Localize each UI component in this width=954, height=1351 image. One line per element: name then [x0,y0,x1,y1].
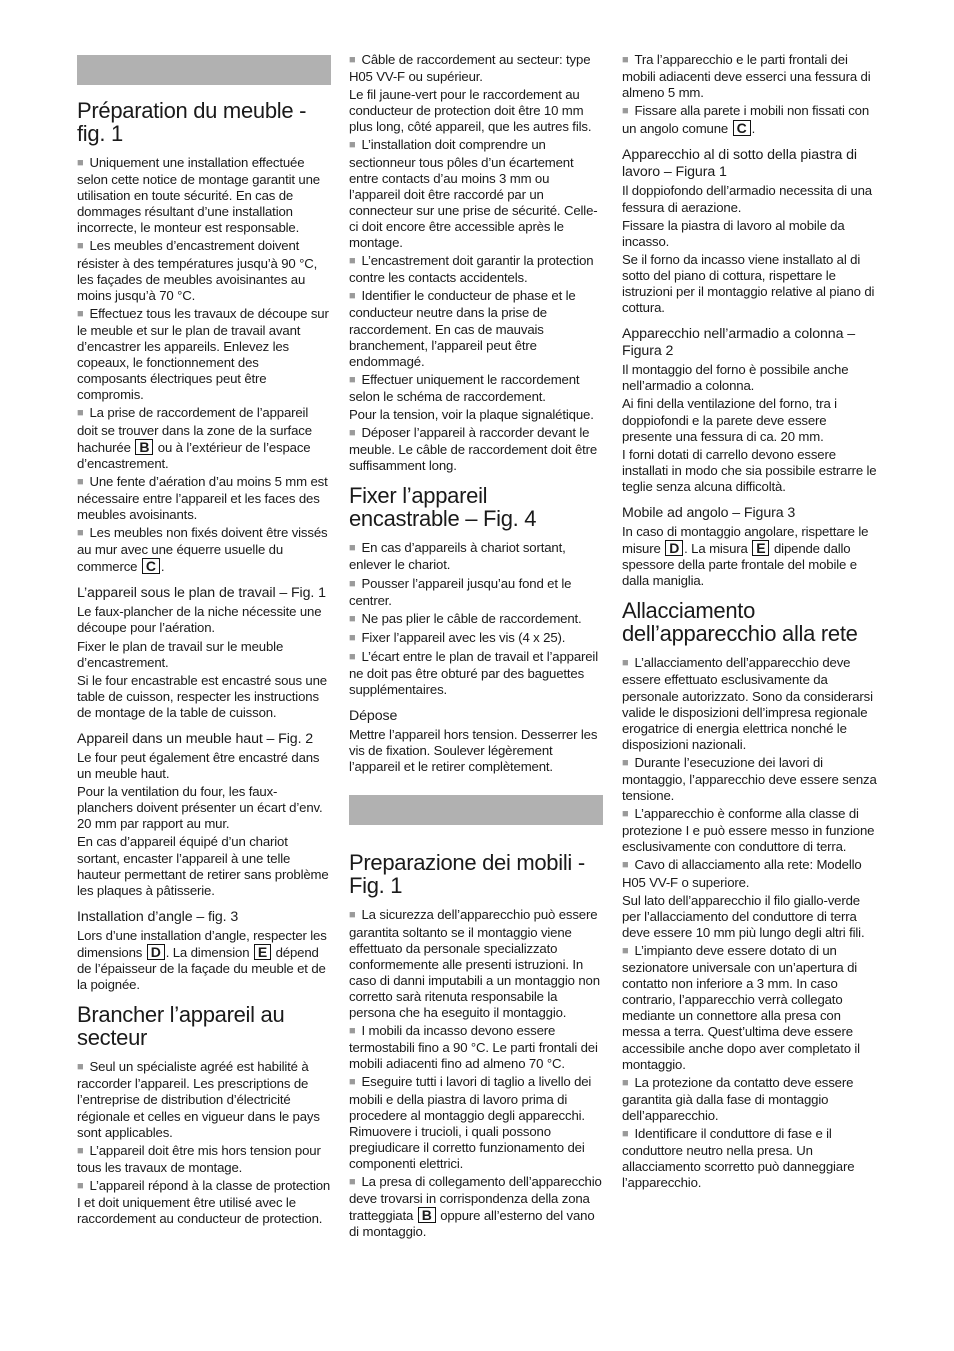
column-right [622,52,878,1193]
subheading-angle: Installation d’angle – fig. 3 [77,908,239,925]
bullet-paragraph [622,103,878,137]
bullet-paragraph: ■ Fixer l’appareil avec les vis (4 x 25). [349,630,603,647]
bullet-paragraph: ■ Seul un spécialiste agréé est habilité à raccorder l’appareil. Les prescriptions de l’entreprise de distribution d’électricité régionale et celles en vigueur dans le pays sont applicables. [77,1059,331,1140]
paragraph: Se il forno da incasso viene installato al di sotto del piano di cottura, rispettare le istruzioni per il montaggio relative al piano di cottura. [622,251,875,316]
bullet-paragraph: ■ Uniquement une installation effectuée selon cette notice de montage garantit une utilisation en toute sécurité. En cas de dommages résultant d’une installation incorrecte, le monteur est responsable. [77,155,331,236]
paragraph: Le faux-plancher de la niche nécessite une découpe pour l’aération. [77,604,322,636]
label-box-d: D [665,540,683,556]
bullet-paragraph: ■ Ne pas plier le câble de raccordement. [349,611,603,628]
paragraph: Si le four encastrable est encastré sous une table de cuisson, respecter les instructions de montage de la table de cuisson. [77,672,327,720]
bullet-paragraph: ■ En cas d’appareils à chariot sortant, enlever le chariot. [349,540,603,573]
bullet-paragraph: ■ Effectuer uniquement le raccordement selon le schéma de raccordement. [349,372,603,405]
bullet-paragraph: ■ Eseguire tutti i lavori di taglio a livello dei mobili e della piastra di lavoro prima di procedere al montaggio degli apparecchi. Rimuovere i trucioli, i quali possono pregiudicare il corretto funzionamento dei componenti elettrici. [349,1074,603,1172]
paragraph: Pour la tension, voir la plaque signalétique. [349,406,594,422]
text: In caso di montaggio angolare, rispettare le misure [622,523,869,557]
bullet-paragraph: ■ La sicurezza dell’apparecchio può essere garantita soltanto se il montaggio viene effettuato da personale specializzato conformemente alle presenti istruzioni. In caso di danni imputabili a un montaggio non corretto sarà ritenuta responsabile la persona che ha eseguito il montaggio. [349,907,603,1021]
paragraph: Sul lato dell’apparecchio il filo giallo-verde per l’allacciamento del conduttore di terra deve essere 10 mm più lungo degli altri fili. [622,892,865,940]
label-box-c: C [733,120,751,136]
label-box-d: D [147,944,165,960]
text: oppure all’esterno del vano di montaggio. [349,1208,595,1240]
bullet-paragraph [349,1174,603,1240]
text: ou à l’extérieur de l’espace d’encastrement. [77,439,311,471]
column-middle [349,52,603,1242]
bullet-paragraph: ■ L’allacciamento dell’apparecchio deve essere effettuato esclusivamente da personale autorizzato. Sono da considerarsi valide le disposizioni dell’impresa regionale erogatrice di energia elettrica nonché le disposizioni nazionali. [622,655,878,753]
bullet-paragraph: ■ Identificare il conduttore di fase e il conduttore neutro nella presa. Un allacciamento scorretto può danneggiare l’apparecchio. [622,1126,878,1191]
paragraph: En cas d’appareil équipé d’un chariot sortant, encaster l’appareil à une telle hauteur permettant de retirer sans problème les plaques à pâtisserie. [77,834,329,898]
bullet-paragraph: ■ L’installation doit comprendre un sectionneur tous pôles d’un écartement entre contacts d’au moins 3 mm ou l’appareil doit être raccordé par un connecteur sur une prise de sécurité. Celle-ci doit encore être accessible après le montage. [349,137,603,251]
text: . La misura [684,541,748,557]
bullet-paragraph: ■ Câble de raccordement au secteur: type H05 VV-F ou supérieur. [349,52,603,85]
text: . [751,121,756,137]
paragraph: Fixer le plan de travail sur le meuble d’encastrement. [77,638,284,670]
bullet-paragraph: ■ L’impianto deve essere dotato di un sezionatore universale con un’apertura di contatto non inferiore a 3 mm. In caso contrario, l’apparecchio verrà collegato mediante un connettore alla presa con messa a terra. Quest’ultima deve essere accessibile anche dopo aver completato il montaggio. [622,943,878,1073]
subheading-mobile-angolo: Mobile ad angolo – Figura 3 [622,504,796,521]
paragraph: I forni dotati di carrello devono essere installati in modo che sia possibile estrarre le teglie senza alcuna difficoltà. [622,446,877,494]
text: La prise de raccordement de l’appareil doit se trouver dans la zone de la surface hachurée [77,405,312,455]
bullet-paragraph: ■ Durante l’esecuzione dei lavori di montaggio, l’apparecchio deve essere senza tensione. [622,755,878,804]
paragraph: Pour la ventilation du four, les faux-planchers doivent présenter un écart d’env. 20 mm par rapport au mur. [77,784,323,832]
text: La presa di collegamento dell’apparecchio deve trovarsi in corrispondenza della zona tratteggiata [349,1173,602,1224]
label-box-e: E [752,540,769,556]
text: Fissare alla parete i mobili non fissati con un angolo comune [622,103,870,137]
subheading-armadio-colonna: Apparecchio nell’armadio a colonna – Figura 2 [622,326,856,360]
paragraph: Mettre l’appareil hors tension. Desserrer les vis de fixation. Soulever légèrement l’appareil et le retirer complètement. [349,727,598,775]
paragraph: Il doppiofondo dell’armadio necessita di una fessura di aerazione. [622,183,872,215]
bullet-paragraph: ■ Une fente d’aération d’au moins 5 mm est nécessaire entre l’appareil et les faces des meubles avoisinants. [77,474,331,523]
bullet-paragraph [77,405,331,471]
text: dipende dallo spessore della parte frontale del mobile e dalla maniglia. [622,541,857,589]
paragraph [77,928,331,993]
bullet-paragraph: ■ Déposer l’appareil à raccorder devant le meuble. Le câble de raccordement doit être suffisamment long. [349,425,603,474]
subheading-sous-plan: L’appareil sous le plan de travail – Fig. 1 [77,585,326,602]
paragraph: Il montaggio del forno è possibile anche nell’armadio a colonna. [622,362,849,394]
text: Les meubles non fixés doivent être vissés au mur avec une équerre usuelle du commerce [77,525,328,575]
heading-fixer: Fixer l’appareil encastrable – Fig. 4 [349,483,537,532]
label-box-b: B [135,439,153,455]
bullet-paragraph: ■ Pousser l’appareil jusqu’au fond et le centrer. [349,576,603,609]
paragraph: Le fil jaune-vert pour le raccordement au conducteur de protection doit être 10 mm plus long, côté appareil, que les autres fils. [349,87,592,135]
bullet-paragraph: ■ L’encastrement doit garantir la protection contre les contacts accidentels. [349,253,603,286]
text: . [160,559,165,575]
text: dépend de l’épaisseur de la façade du meuble et de la poignée. [77,944,326,993]
bullet-paragraph: ■ L’appareil répond à la classe de protection I et doit uniquement être utilisé avec le raccordement au conducteur de protection. [77,1178,331,1227]
paragraph [622,524,878,589]
paragraph: Le four peut également être encastré dans un meuble haut. [77,750,320,782]
label-box-c: C [142,558,160,574]
label-box-b: B [418,1207,436,1223]
text: Lors d’une installation d’angle, respecter les dimensions [77,927,327,960]
text: . La dimension [165,944,250,960]
bullet-paragraph: ■ Effectuez tous les travaux de découpe sur le meuble et sur le plan de travail avant d’encastrer les appareils. Enlevez les copeaux, le fonctionnement des composants électriques peut être compromis. [77,306,331,404]
section-header-bar [77,55,331,85]
heading-preparation-meuble: Préparation du meuble - fig. 1 [77,98,307,146]
heading-brancher: Brancher l’appareil au secteur [77,1002,285,1051]
bullet-paragraph: ■ Identifier le conducteur de phase et le conducteur neutre dans la prise de raccordement. En cas de mauvais branchement, l’appareil peut être endommagé. [349,288,603,369]
section-header-bar [349,795,603,825]
subheading-depose: Dépose [349,708,398,725]
bullet-paragraph: ■ L’écart entre le plan de travail et l’appareil ne doit pas être obturé par des baguettes supplémentaires. [349,649,603,698]
subheading-sotto-piastra: Apparecchio al di sotto della piastra di lavoro – Figura 1 [622,147,857,181]
subheading-meuble-haut: Appareil dans un meuble haut – Fig. 2 [77,731,314,747]
bullet-paragraph: ■ Tra l’apparecchio e le parti frontali dei mobili adiacenti deve esserci una fessura di almeno 5 mm. [622,52,878,101]
bullet-paragraph: ■ L’appareil doit être mis hors tension pour tous les travaux de montage. [77,1143,331,1176]
bullet-paragraph: ■ Cavo di allacciamento alla rete: Modello H05 VV-F o superiore. [622,857,878,890]
heading-allacciamento: Allacciamento dell’apparecchio alla rete [622,598,858,647]
bullet-paragraph: ■ L’apparecchio è conforme alla classe di protezione I e può essere messo in funzione esclusivamente con conduttore di terra. [622,806,878,855]
heading-preparazione-mobili: Preparazione dei mobili - Fig. 1 [349,850,585,899]
bullet-paragraph: ■ I mobili da incasso devono essere termostabili fino a 90 °C. Le parti frontali dei mobili adiacenti fino ad almeno 70 °C. [349,1023,603,1072]
bullet-paragraph: ■ La protezione da contatto deve essere garantita già dalla fase di montaggio dell’apparecchio. [622,1075,878,1124]
paragraph: Fissare la piastra di lavoro al mobile da incasso. [622,217,845,249]
bullet-paragraph: ■ Les meubles d’encastrement doivent résister à des températures jusqu’à 90 °C, les façades de meubles avoisinantes au moins jusqu’à 70 °C. [77,238,331,303]
bullet-paragraph [77,525,331,575]
column-left [77,55,331,1229]
label-box-e: E [254,944,271,960]
paragraph: Ai fini della ventilazione del forno, tra i doppiofondi e la parete deve essere presente una fessura di ca. 20 mm. [622,396,837,444]
